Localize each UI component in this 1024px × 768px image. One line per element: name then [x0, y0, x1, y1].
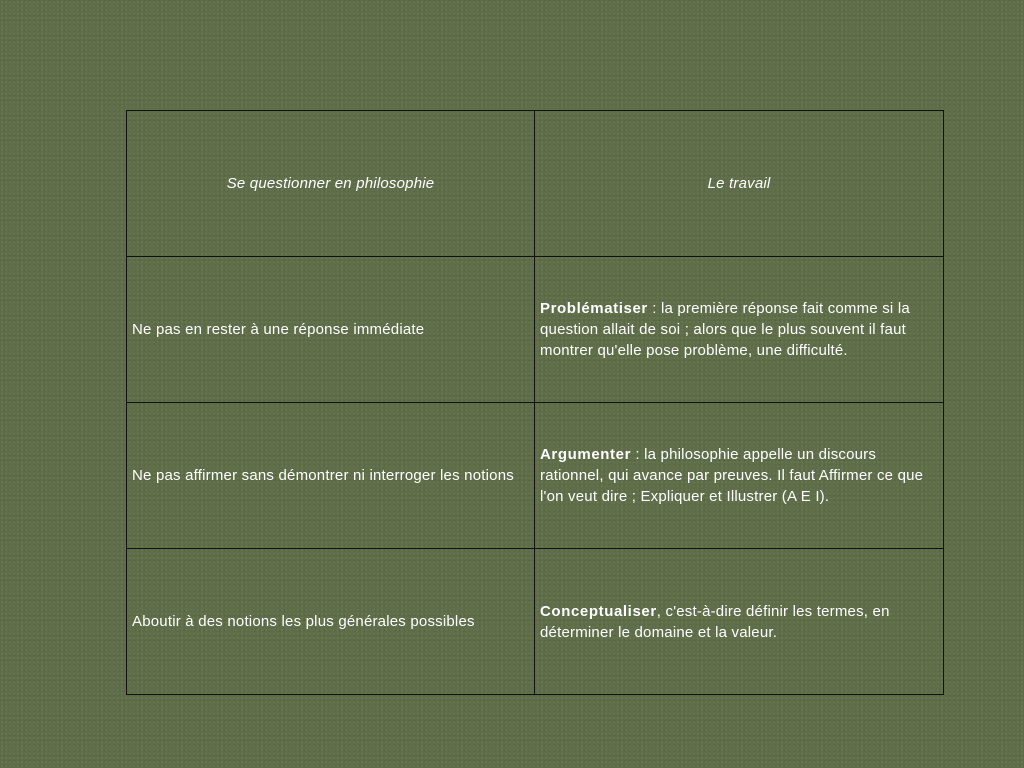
- table-row: [127, 403, 944, 549]
- term-argumenter: Argumenter: [540, 446, 632, 463]
- table-header-row: [127, 111, 944, 257]
- term-conceptualiser: Conceptualiser: [540, 602, 657, 620]
- row-3-question: Aboutir à des notions les plus générales possibles: [127, 549, 535, 695]
- philosophy-table: [126, 110, 944, 695]
- row-1-question: Ne pas en rester à une réponse immédiate: [127, 257, 535, 403]
- table-row: [127, 549, 944, 695]
- row-2-question: Ne pas affirmer sans démontrer ni interroger les notions: [127, 403, 535, 549]
- row-2-work: [535, 403, 944, 549]
- table-row: [127, 257, 944, 403]
- header-right: Le travail: [535, 111, 944, 257]
- header-left: Se questionner en philosophie: [127, 111, 535, 257]
- row-2-explanation: : la philosophie appelle un discours rationnel, qui avance par preuves. Il faut Affirmer ce que l'on veut dire ; Expliquer et Illustrer (A E I).: [540, 446, 924, 505]
- row-1-work: [535, 257, 944, 403]
- row-3-work: [535, 549, 944, 695]
- term-problematiser: Problématiser: [540, 300, 648, 317]
- row-3-explanation: , c'est-à-dire définir les termes, en déterminer le domaine et la valeur.: [540, 602, 890, 641]
- row-1-explanation: : la première réponse fait comme si la question allait de soi ; alors que le plus souvent il faut montrer qu'elle pose problème, une difficulté.: [540, 300, 910, 359]
